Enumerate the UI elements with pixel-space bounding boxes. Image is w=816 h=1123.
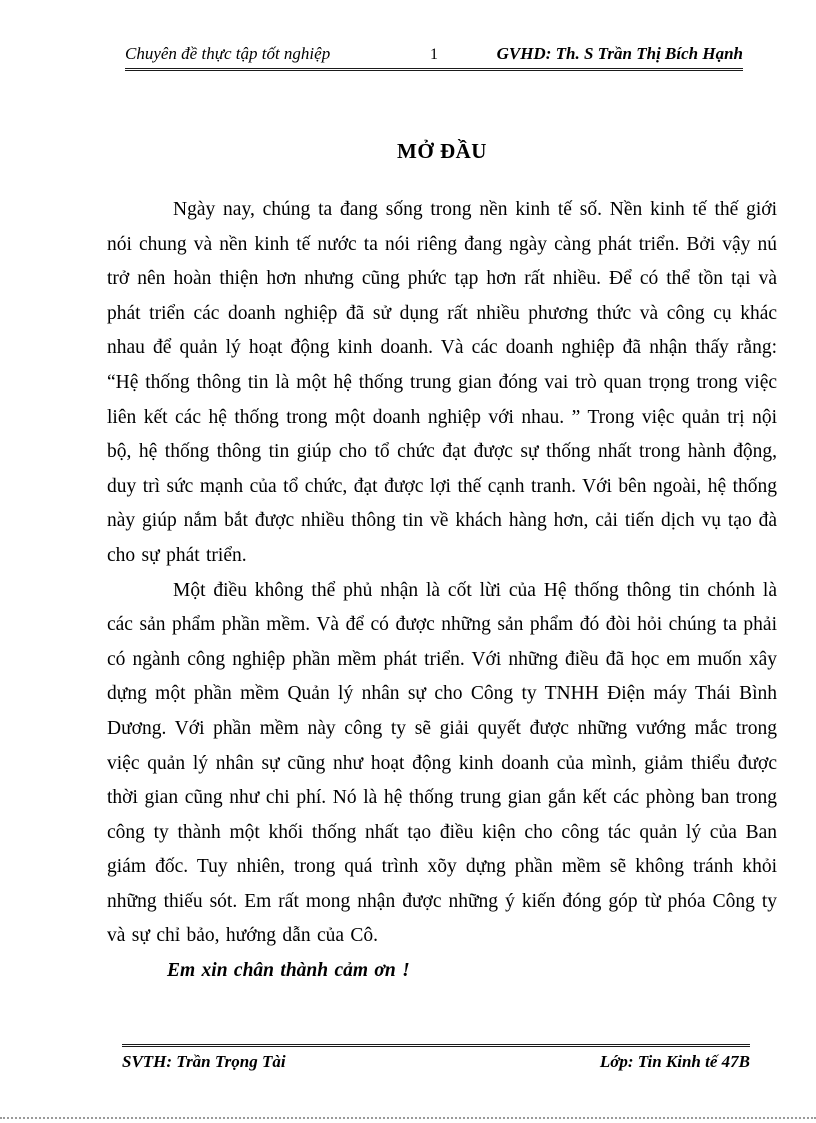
- footer-student-name: SVTH: Trần Trọng Tài: [122, 1052, 286, 1071]
- footer-class-name: Lớp: Tin Kinh tế 47B: [599, 1052, 750, 1071]
- page-number: 1: [430, 46, 438, 63]
- header-course-title: Chuyên đề thực tập tốt nghiệp: [125, 44, 331, 63]
- page-header: [125, 44, 743, 71]
- page-footer: [122, 1044, 750, 1072]
- closing-line: Em xin chân thành cảm ơn !: [167, 960, 410, 982]
- paragraph: Một điều không thể phủ nhận là cốt lừi của Hệ thống thông tin chónh là các sản phẩm phần mềm. Và để có được những sản phẩm đó đòi hỏi chúng ta phải có ngành công nghiệp phần mềm phát triển. Với những điều đã học em muốn xây dựng một phần mềm Quản lý nhân sự cho Công ty TNHH Điện máy Thái Bình Dương. Với phần mềm này công ty sẽ giải quyết được những vướng mắc trong việc quản lý nhân sự cũng như hoạt động kinh doanh của mình, giảm thiểu được thời gian cũng như chi phí. Nó là hệ thống trung gian gắn kết các phòng ban trong công ty thành một khối thống nhất tạo điều kiện cho công tác quản lý của Ban giám đốc. Tuy nhiên, trong quá trình xõy dựng phần mềm sẽ không tránh khỏi những thiếu sót. Em rất mong nhận được những ý kiến đóng góp từ phóa Công ty và sự chỉ bảo, hướng dẫn của Cô.: [107, 579, 777, 947]
- header-supervisor-name: GVHD: Th. S Trần Thị Bích Hạnh: [496, 44, 743, 63]
- document-title: MỞ ĐẦU: [397, 139, 487, 163]
- paragraph: Ngày nay, chúng ta đang sống trong nền kinh tế số. Nền kinh tế thế giới nói chung và nền kinh tế nước ta nói riêng đang ngày càng phát triển. Bởi vậy nú trở nên hoàn thiện hơn nhưng cũng phức tạp hơn rất nhiều. Để có thể tồn tại và phát triển các doanh nghiệp đã sử dụng rất nhiều phương thức và công cụ khác nhau để quản lý hoạt động kinh doanh. Và các doanh nghiệp đã nhận thấy rằng: “Hệ thống thông tin là một hệ thống trung gian đóng vai trò quan trọng trong việc liên kết các hệ thống trong một doanh nghiệp với nhau. ” Trong việc quản trị nội bộ, hệ thống thông tin giúp cho tổ chức đạt được sự thống nhất trong hành động, duy trì sức mạnh của tổ chức, đạt được lợi thế cạnh tranh. Với bên ngoài, hệ thống này giúp nắm bắt được nhiều thông tin về khách hàng hơn, cải tiến dịch vụ tạo đà cho sự phát triển.: [107, 199, 777, 566]
- page-bottom-dotted-edge: [0, 1117, 816, 1119]
- document-body: [107, 193, 777, 989]
